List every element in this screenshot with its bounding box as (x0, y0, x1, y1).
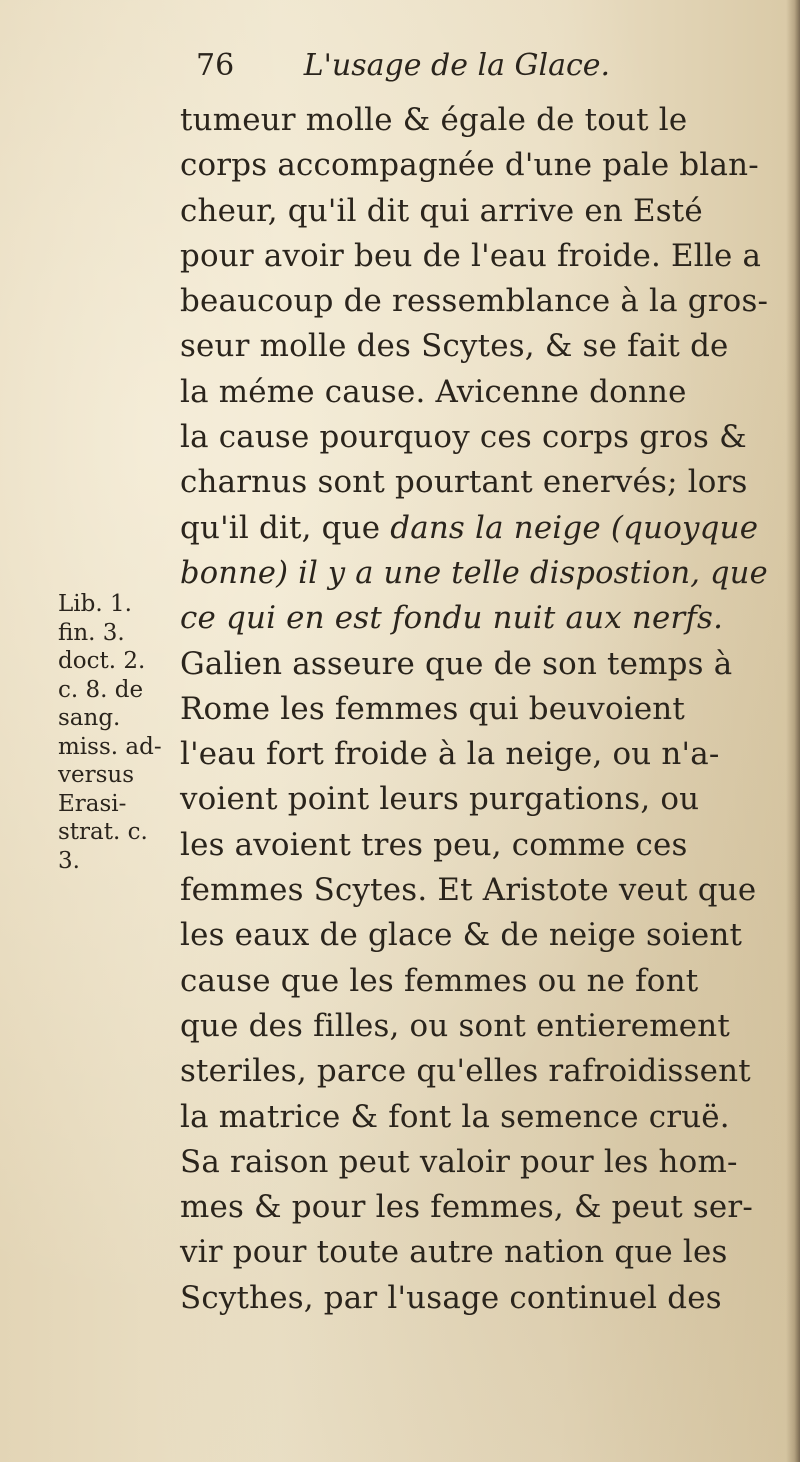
text-line (180, 415, 768, 460)
text-segment: voient point leurs purgations, ou (180, 781, 700, 818)
text-line (180, 687, 768, 732)
text-line (180, 777, 768, 822)
text-segment: Sa raison peut valoir pour les hom- (180, 1143, 738, 1180)
text-segment: la cause pourquoy ces corps gros & (180, 419, 747, 456)
body-text (180, 98, 770, 1321)
text-line (180, 324, 768, 369)
text-line (180, 1004, 768, 1049)
text-segment: seur molle des Scytes, & se fait de (180, 328, 729, 365)
text-line (180, 506, 768, 551)
running-head-title: L'usage de la Glace. (303, 48, 611, 83)
text-segment: femmes Scytes. Et Aristote veut que (180, 872, 757, 909)
text-line (180, 98, 768, 143)
margin-note-line: c. 8. de (58, 676, 144, 703)
margin-note-line: 3. (58, 847, 80, 874)
text-line (180, 823, 768, 868)
text-line (180, 868, 768, 913)
text-segment: que des filles, ou sont entierement (180, 1007, 730, 1044)
margin-note (58, 590, 183, 875)
text-line (180, 370, 768, 415)
text-segment: la méme cause. Avicenne donne (180, 373, 687, 410)
text-segment: beaucoup de ressemblance à la gros- (180, 283, 769, 320)
italic-quotation: dans la neige (quoyque (390, 509, 759, 546)
text-segment: cheur, qu'il dit qui arrive en Esté (180, 192, 703, 229)
text-line (180, 279, 768, 324)
text-line (180, 189, 768, 234)
text-segment: Galien asseure que de son temps à (180, 645, 733, 682)
text-segment: charnus sont pourtant enervés; lors (180, 464, 748, 501)
margin-note-line: doct. 2. (58, 648, 146, 674)
text-line (180, 732, 768, 777)
text-segment: les eaux de glace & de neige soient (180, 917, 743, 954)
text-segment: qu'il dit, que (180, 509, 391, 546)
text-line (180, 1185, 768, 1230)
text-line (180, 460, 768, 505)
text-segment: les avoient tres peu, comme ces (180, 826, 688, 863)
text-segment: Rome les femmes qui beuvoient (180, 690, 686, 727)
text-segment: pour avoir beu de l'eau froide. Elle a (180, 237, 762, 274)
text-line (180, 1230, 768, 1275)
page-edge-shadow (786, 0, 800, 1462)
text-segment: steriles, parce qu'elles rafroidissent (180, 1053, 751, 1090)
text-segment: cause que les femmes ou ne font (180, 962, 699, 999)
margin-note-line: sang. (58, 705, 121, 731)
margin-note-line: miss. ad- (58, 733, 162, 760)
text-line (180, 143, 768, 188)
margin-note-line: versus (58, 762, 135, 788)
text-line (180, 913, 768, 958)
italic-quotation: bonne) il y a une telle dispostion, que (180, 554, 768, 591)
text-line (180, 1140, 768, 1185)
text-segment: la matrice & font la semence cruë. (180, 1098, 730, 1135)
text-line (180, 551, 768, 596)
margin-note-line: fin. 3. (58, 619, 125, 646)
running-head (196, 48, 756, 94)
text-line (180, 1049, 768, 1094)
text-segment: tumeur molle & égale de tout le (180, 102, 688, 138)
text-line (180, 1276, 768, 1321)
text-line (180, 596, 768, 641)
page-number: 76 (196, 48, 235, 83)
text-line (180, 234, 768, 279)
margin-note-line: Lib. 1. (58, 591, 132, 617)
text-segment: l'eau fort froide à la neige, ou n'a- (180, 736, 720, 773)
text-segment: mes & pour les femmes, & peut ser- (180, 1189, 754, 1226)
text-segment: vir pour toute autre nation que les (180, 1234, 728, 1271)
italic-quotation: ce qui en est fondu nuit aux nerfs. (180, 600, 724, 637)
margin-note-line: Erasi- (58, 790, 127, 817)
text-line (180, 642, 768, 687)
text-line (180, 959, 768, 1004)
margin-note-line: strat. c. (58, 819, 148, 845)
text-segment: Scythes, par l'usage continuel des (180, 1279, 722, 1316)
text-line (180, 1095, 768, 1140)
text-segment: corps accompagnée d'une pale blan- (180, 147, 759, 184)
